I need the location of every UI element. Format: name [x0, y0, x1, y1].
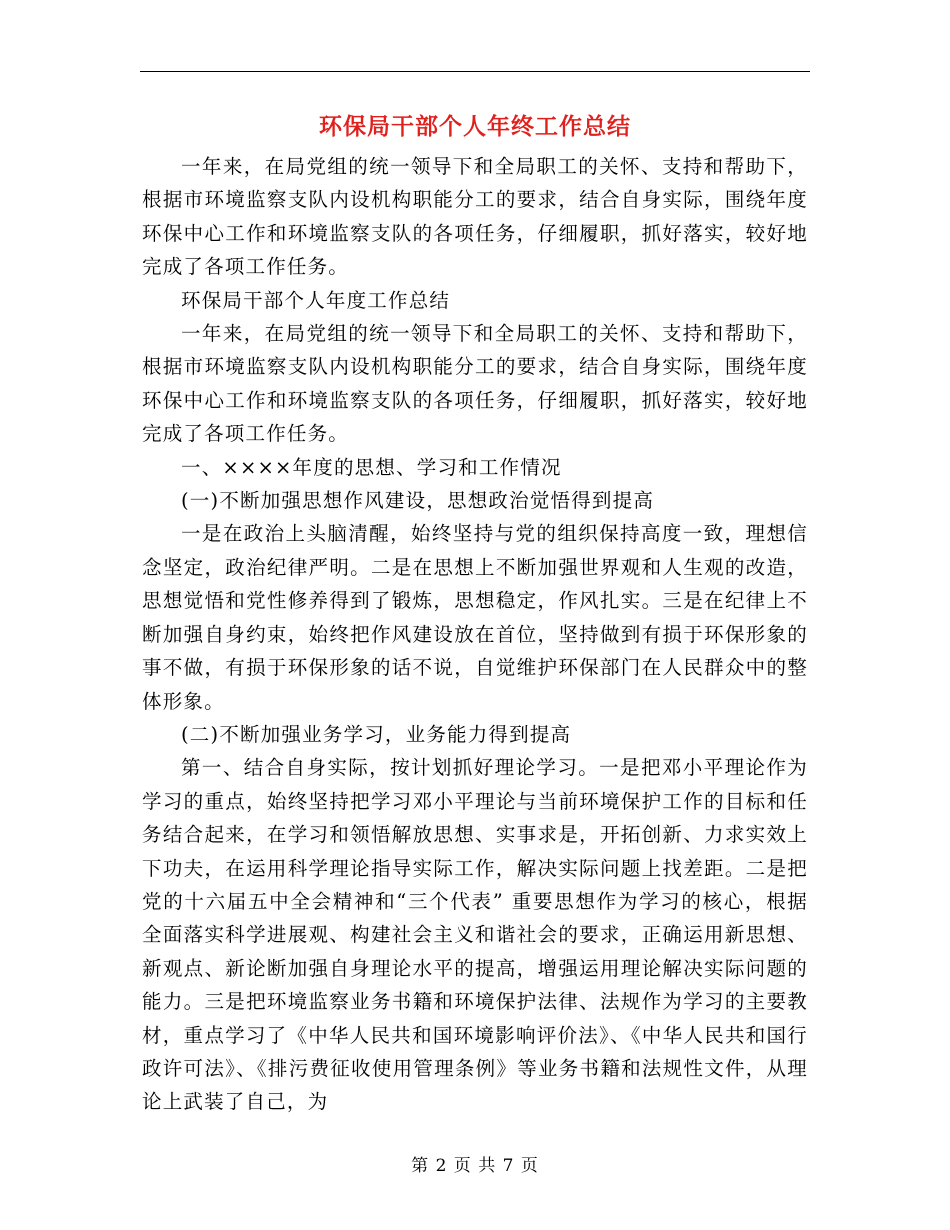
header-rule [140, 71, 810, 72]
paragraph-study: 第一、结合自身实际，按计划抓好理论学习。一是把邓小平理论作为学习的重点，始终坚持把学习邓小平理论与当前环境保护工作的目标和任务结合起来，在学习和领悟解放思想、实事求是，开拓创新、力求实效上下功夫，在运用科学理论指导实际工作，解决实际问题上找差距。二是把党的十六届五中全会精神和“三个代表” 重要思想作为学习的核心，根据全面落实科学进展观、构建社会主义和谐社会的要求，正确运用新思想、新观点、新论断加强自身理论水平的提高，增强运用理论解决实际问题的能力。三是把环境监察业务书籍和环境保护法律、法规作为学习的主要教材，重点学习了《中华人民共和国环境影响评价法》、《中华人民共和国行政许可法》、《排污费征收使用管理条例》等业务书籍和法规性文件，从理论上武装了自己，为 [142, 756, 808, 1114]
page-number: 第 2 页 共 7 页 [411, 1156, 539, 1176]
paragraph-intro-repeat: 一年来，在局党组的统一领导下和全局职工的关怀、支持和帮助下，根据市环境监察支队内设机构职能分工的要求，结合自身实际，围绕年度环保中心工作和环境监察支队的各项任务，仔细履职，抓好落实，较好地完成了各项工作任务。 [142, 322, 808, 446]
document-body [142, 150, 808, 1119]
paragraph-subtitle: 环保局干部个人年度工作总结 [181, 288, 451, 312]
section-heading-1: 一、××××年度的思想、学习和工作情况 [181, 455, 562, 479]
document-title: 环保局干部个人年终工作总结 [319, 113, 631, 140]
subsection-heading-1: (一)不断加强思想作风建设，思想政治觉悟得到提高 [181, 489, 655, 513]
paragraph-intro: 一年来，在局党组的统一领导下和全局职工的关怀、支持和帮助下，根据市环境监察支队内设机构职能分工的要求，结合自身实际，围绕年度环保中心工作和环境监察支队的各项任务，仔细履职，抓好落实，较好地完成了各项工作任务。 [142, 155, 808, 279]
paragraph-politics: 一是在政治上头脑清醒，始终坚持与党的组织保持高度一致，理想信念坚定，政治纪律严明。二是在思想上不断加强世界观和人生观的改造，思想觉悟和党性修养得到了锻炼，思想稳定，作风扎实。三是在纪律上不断加强自身约束，始终把作风建设放在首位，坚持做到有损于环保形象的事不做，有损于环保形象的话不说，自觉维护环保部门在人民群众中的整体形象。 [142, 522, 808, 713]
subsection-heading-2: (二)不断加强业务学习，业务能力得到提高 [181, 722, 572, 746]
